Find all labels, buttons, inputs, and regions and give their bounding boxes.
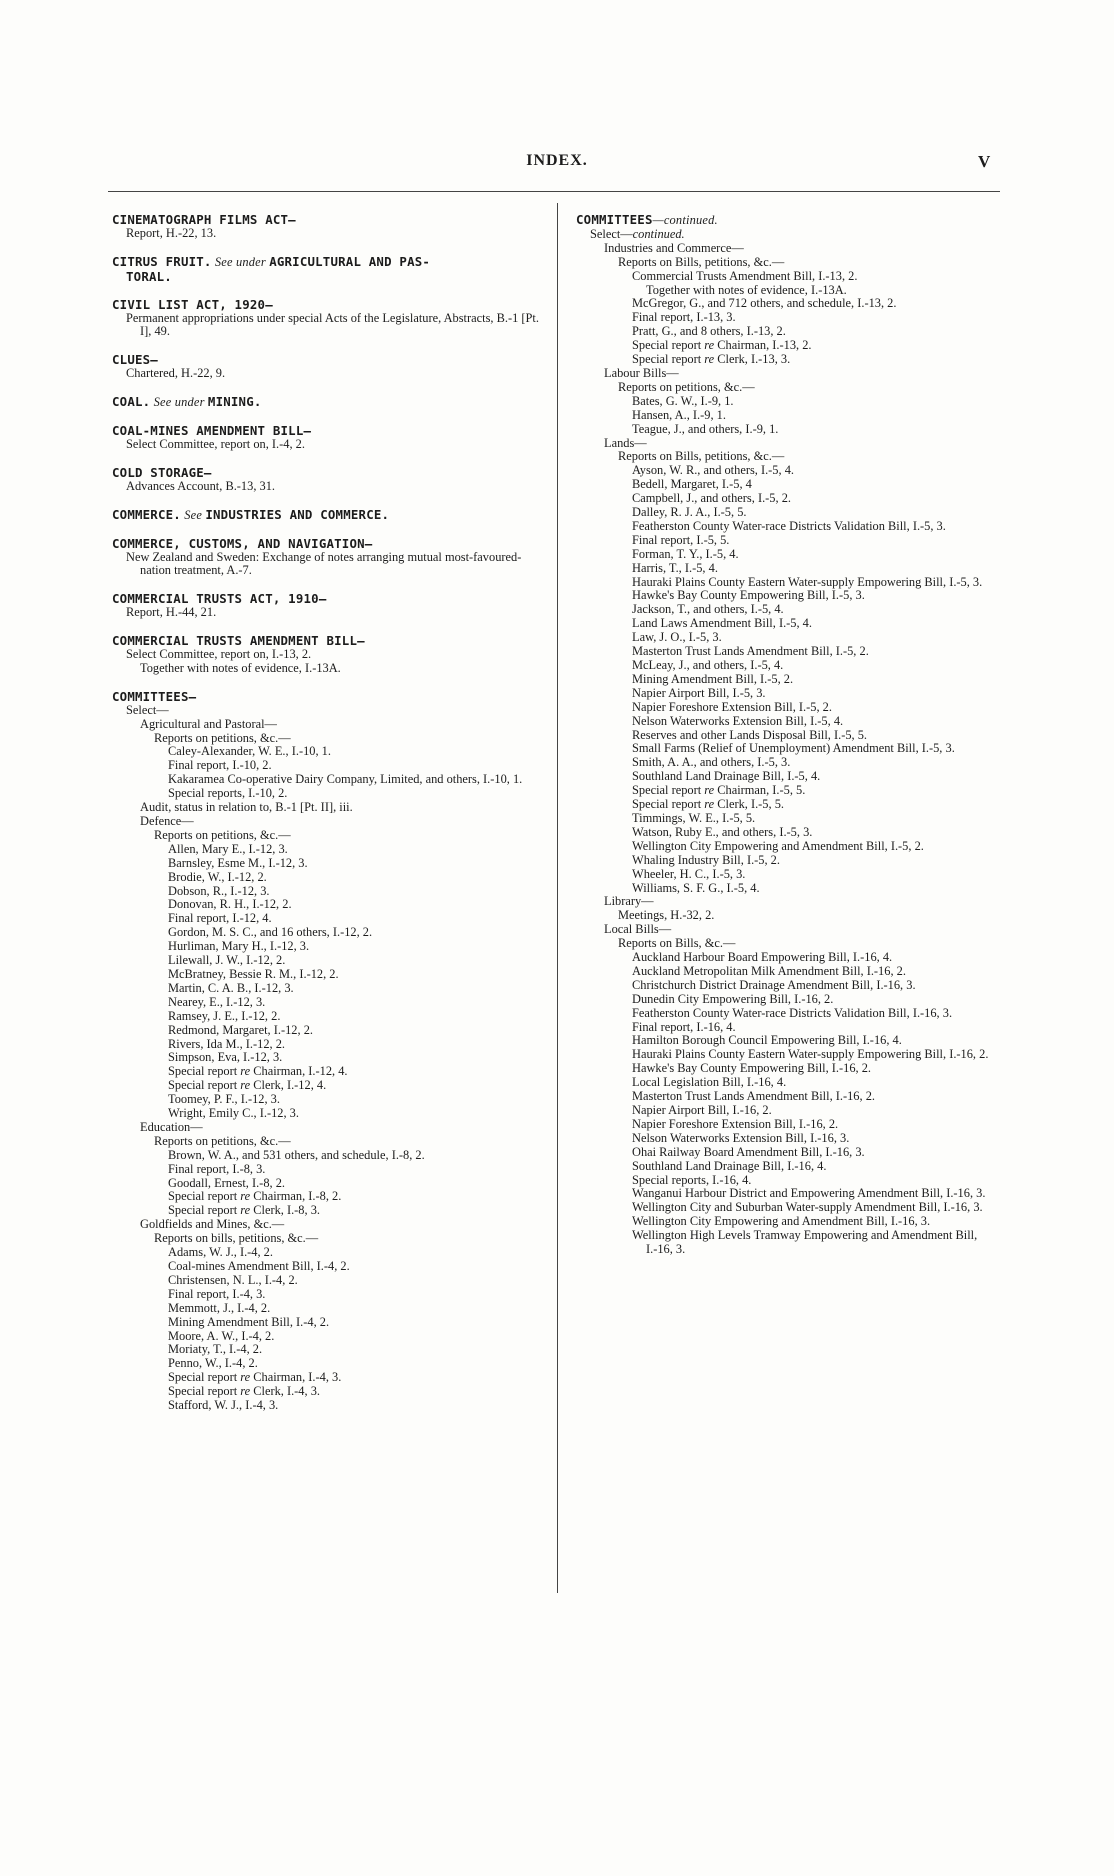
index-subentry: Special report re Chairman, I.-8, 2. — [168, 1189, 342, 1204]
index-subentry: Reports on petitions, &c.— — [154, 1133, 291, 1148]
index-heading: COMMITTEES—continued. — [576, 212, 718, 227]
index-entry — [112, 298, 544, 340]
index-subentry: Teague, J., and others, I.-9, 1. — [632, 421, 779, 436]
index-entry — [112, 395, 544, 410]
index-subentry: Advances Account, B.-13, 31. — [126, 478, 276, 493]
index-entry — [112, 508, 544, 523]
index-subentry: Together with notes of evidence, I.-13A. — [140, 660, 341, 675]
index-entry — [112, 690, 544, 1413]
index-subentry: Bates, G. W., I.-9, 1. — [632, 393, 734, 408]
right-column — [576, 213, 994, 1271]
index-entry — [112, 213, 544, 241]
index-subentry: Wellington City and Suburban Water-supply Amendment Bill, I.-16, 3. — [632, 1200, 983, 1215]
index-subentry: Reports on petitions, &c.— — [154, 730, 291, 745]
index-subentry: Wellington City Empowering and Amendment Bill, I.-5, 2. — [632, 838, 924, 853]
index-subentry: Reports on Bills, &c.— — [618, 936, 736, 951]
index-subentry: Reports on Bills, petitions, &c.— — [618, 449, 785, 464]
index-subentry: Education— — [140, 1119, 203, 1134]
index-subentry: Hauraki Plains County Eastern Water-supply Empowering Bill, I.-16, 2. — [632, 1047, 989, 1062]
index-subentry: McLeay, J., and others, I.-5, 4. — [632, 658, 784, 672]
index-subentry: Small Farms (Relief of Unemployment) Amendment Bill, I.-5, 3. — [632, 741, 955, 756]
index-subentry: Williams, S. F. G., I.-5, 4. — [632, 880, 760, 895]
index-subentry: Report, H.-44, 21. — [126, 605, 217, 620]
index-subentry: New Zealand and Sweden: Exchange of notes arranging mutual most-favoured-nation treatment, A.-7. — [126, 549, 522, 578]
index-subentry: Martin, C. A. B., I.-12, 3. — [168, 980, 294, 995]
index-subentry: Together with notes of evidence, I.-13A. — [646, 282, 847, 297]
index-subentry: Moriaty, T., I.-4, 2. — [168, 1342, 263, 1357]
index-subentry: Lilewall, J. W., I.-12, 2. — [168, 953, 286, 968]
index-subentry: Adams, W. J., I.-4, 2. — [168, 1245, 273, 1260]
index-subentry: Napier Airport Bill, I.-5, 3. — [632, 685, 766, 700]
index-subentry: Napier Foreshore Extension Bill, I.-16, 2. — [632, 1116, 839, 1131]
index-subentry: Masterton Trust Lands Amendment Bill, I.-16, 2. — [632, 1089, 875, 1104]
index-entry — [112, 424, 544, 452]
index-subentry: Harris, T., I.-5, 4. — [632, 560, 718, 575]
index-subentry: Final report, I.-10, 2. — [168, 758, 272, 773]
left-column — [112, 213, 544, 1427]
index-subentry: Wellington High Levels Tramway Empowering and Amendment Bill, I.-16, 3. — [632, 1228, 978, 1257]
index-subentry: Nearey, E., I.-12, 3. — [168, 994, 266, 1009]
index-subentry: Brodie, W., I.-12, 2. — [168, 869, 267, 884]
index-subentry: Smith, A. A., and others, I.-5, 3. — [632, 755, 791, 770]
index-heading: COMMITTEES— — [112, 688, 197, 704]
index-subentry: Watson, Ruby E., and others, I.-5, 3. — [632, 824, 813, 839]
index-subentry: Audit, status in relation to, B.-1 [Pt. II], iii. — [140, 800, 353, 815]
index-subentry: Local Bills— — [604, 922, 672, 937]
index-subentry: Goldfields and Mines, &c.— — [140, 1217, 285, 1232]
index-subentry: Southland Land Drainage Bill, I.-16, 4. — [632, 1158, 827, 1173]
index-subentry: Hawke's Bay County Empowering Bill, I.-16, 2. — [632, 1061, 872, 1076]
index-subentry: Hawke's Bay County Empowering Bill, I.-5, 3. — [632, 588, 865, 603]
index-subentry: Defence— — [140, 814, 194, 828]
index-subentry: Wright, Emily C., I.-12, 3. — [168, 1106, 299, 1121]
index-subentry: Memmott, J., I.-4, 2. — [168, 1300, 271, 1315]
index-subentry: Hurliman, Mary H., I.-12, 3. — [168, 939, 310, 954]
index-subentry: Final report, I.-8, 3. — [168, 1161, 266, 1176]
index-subentry: Reserves and other Lands Disposal Bill, I.-5, 5. — [632, 727, 868, 742]
index-subentry: Library— — [604, 894, 654, 909]
index-entry — [112, 255, 544, 284]
index-subentry: Timmings, W. E., I.-5, 5. — [632, 810, 756, 825]
index-subentry: Pratt, G., and 8 others, I.-13, 2. — [632, 324, 786, 339]
index-subentry: Mining Amendment Bill, I.-4, 2. — [168, 1314, 330, 1329]
index-subentry: Land Laws Amendment Bill, I.-5, 4. — [632, 616, 812, 631]
index-entry — [112, 634, 544, 676]
index-subentry: Penno, W., I.-4, 2. — [168, 1356, 258, 1371]
index-subentry: McBratney, Bessie R. M., I.-12, 2. — [168, 966, 339, 981]
index-subentry: Permanent appropriations under special Acts of the Legislature, Abstracts, B.-1 [Pt. I], 49. — [126, 310, 539, 339]
index-subentry: Ohai Railway Board Amendment Bill, I.-16, 3. — [632, 1144, 865, 1159]
index-subentry: Featherston County Water-race Districts Validation Bill, I.-5, 3. — [632, 518, 946, 533]
index-subentry: Hamilton Borough Council Empowering Bill, I.-16, 4. — [632, 1033, 902, 1048]
index-subentry: Ayson, W. R., and others, I.-5, 4. — [632, 463, 794, 478]
index-subentry: Stafford, W. J., I.-4, 3. — [168, 1398, 279, 1413]
index-subentry: Forman, T. Y., I.-5, 4. — [632, 546, 739, 561]
index-subentry: Brown, W. A., and 531 others, and schedule, I.-8, 2. — [168, 1147, 425, 1162]
index-subentry: Nelson Waterworks Extension Bill, I.-16, 3. — [632, 1130, 850, 1145]
index-subentry: Commercial Trusts Amendment Bill, I.-13, 2. — [632, 268, 858, 283]
index-subentry: Wellington City Empowering and Amendment Bill, I.-16, 3. — [632, 1214, 931, 1229]
index-subentry: Wanganui Harbour District and Empowering Amendment Bill, I.-16, 3. — [632, 1186, 986, 1201]
index-subentry: Chartered, H.-22, 9. — [126, 366, 226, 381]
index-subentry: Final report, I.-5, 5. — [632, 532, 730, 547]
index-subentry: Special report re Clerk, I.-12, 4. — [168, 1078, 327, 1093]
index-subentry: Special report re Clerk, I.-5, 5. — [632, 797, 784, 812]
index-subentry: Whaling Industry Bill, I.-5, 2. — [632, 852, 780, 867]
index-entry — [112, 466, 544, 494]
index-subentry: Nelson Waterworks Extension Bill, I.-5, 4. — [632, 713, 844, 728]
index-heading: COAL. See under MINING. — [112, 394, 262, 410]
index-subentry: Special report re Chairman, I.-12, 4. — [168, 1064, 348, 1079]
index-subentry: Final report, I.-13, 3. — [632, 310, 736, 325]
index-subentry: Special reports, I.-16, 4. — [632, 1172, 752, 1187]
index-subentry: Napier Airport Bill, I.-16, 2. — [632, 1103, 772, 1117]
index-subentry: Select—continued. — [590, 226, 685, 241]
index-entry — [112, 592, 544, 620]
index-subentry: Wheeler, H. C., I.-5, 3. — [632, 866, 746, 881]
index-subentry: Featherston County Water-race Districts Validation Bill, I.-16, 3. — [632, 1005, 953, 1020]
index-subentry: Meetings, H.-32, 2. — [618, 908, 715, 923]
index-subentry: Campbell, J., and others, I.-5, 2. — [632, 491, 791, 506]
index-subentry: Agricultural and Pastoral— — [140, 716, 277, 731]
index-subentry: Ramsey, J. E., I.-12, 2. — [168, 1008, 281, 1023]
index-subentry: Masterton Trust Lands Amendment Bill, I.-5, 2. — [632, 644, 869, 659]
index-subentry: Moore, A. W., I.-4, 2. — [168, 1328, 275, 1343]
index-subentry: Caley-Alexander, W. E., I.-10, 1. — [168, 744, 331, 759]
index-subentry: Special report re Chairman, I.-5, 5. — [632, 783, 806, 798]
index-subentry: Reports on petitions, &c.— — [618, 379, 755, 394]
column-divider — [557, 203, 558, 1593]
index-subentry: Kakaramea Co-operative Dairy Company, Limited, and others, I.-10, 1. — [168, 772, 523, 787]
index-heading: COMMERCIAL TRUSTS ACT, 1910— — [112, 591, 327, 607]
index-subentry: Allen, Mary E., I.-12, 3. — [168, 841, 288, 856]
index-subentry: Christchurch District Drainage Amendment Bill, I.-16, 3. — [632, 977, 916, 992]
index-subentry: Reports on petitions, &c.— — [154, 827, 291, 842]
index-subentry: Simpson, Eva, I.-12, 3. — [168, 1050, 283, 1065]
index-subentry: Special report re Clerk, I.-4, 3. — [168, 1384, 320, 1399]
index-subentry: Select Committee, report on, I.-13, 2. — [126, 647, 312, 662]
index-subentry: Southland Land Drainage Bill, I.-5, 4. — [632, 769, 821, 784]
index-subentry: Mining Amendment Bill, I.-5, 2. — [632, 671, 794, 686]
index-entry — [576, 213, 994, 1257]
index-subentry: Coal-mines Amendment Bill, I.-4, 2. — [168, 1259, 350, 1273]
index-heading: CIVIL LIST ACT, 1920— — [112, 296, 273, 312]
index-subentry: Special report re Clerk, I.-13, 3. — [632, 352, 791, 367]
index-heading: CINEMATOGRAPH FILMS ACT— — [112, 212, 296, 227]
index-heading: COMMERCE. See INDUSTRIES AND COMMERCE. — [112, 506, 390, 522]
index-heading: COLD STORAGE— — [112, 464, 212, 480]
index-subentry: Final report, I.-16, 4. — [632, 1019, 736, 1034]
index-subentry: Special reports, I.-10, 2. — [168, 786, 288, 801]
index-subentry: Reports on bills, petitions, &c.— — [154, 1231, 319, 1246]
index-subentry: Goodall, Ernest, I.-8, 2. — [168, 1175, 285, 1190]
index-subentry: Redmond, Margaret, I.-12, 2. — [168, 1022, 313, 1037]
index-subentry: Reports on Bills, petitions, &c.— — [618, 254, 785, 269]
index-subentry: Lands— — [604, 435, 647, 450]
index-subentry: Local Legislation Bill, I.-16, 4. — [632, 1075, 787, 1090]
index-subentry: Special report re Chairman, I.-4, 3. — [168, 1370, 342, 1385]
index-subentry: McGregor, G., and 712 others, and schedule, I.-13, 2. — [632, 296, 897, 311]
index-entry — [112, 537, 544, 579]
index-subentry: Labour Bills— — [604, 365, 679, 380]
index-subentry: Gordon, M. S. C., and 16 others, I.-12, 2. — [168, 925, 373, 940]
index-subentry: Rivers, Ida M., I.-12, 2. — [168, 1036, 286, 1051]
index-heading: COAL-MINES AMENDMENT BILL— — [112, 423, 312, 439]
index-subentry: Industries and Commerce— — [604, 240, 744, 255]
index-subentry: Dunedin City Empowering Bill, I.-16, 2. — [632, 991, 834, 1006]
index-subentry: Napier Foreshore Extension Bill, I.-5, 2. — [632, 699, 832, 714]
index-subentry: Hansen, A., I.-9, 1. — [632, 407, 726, 422]
index-heading: COMMERCIAL TRUSTS AMENDMENT BILL— — [112, 633, 365, 649]
index-subentry: Bedell, Margaret, I.-5, 4 — [632, 477, 752, 492]
index-subentry: Special report re Chairman, I.-13, 2. — [632, 338, 812, 353]
index-entry — [112, 353, 544, 381]
index-subentry: Toomey, P. F., I.-12, 3. — [168, 1092, 280, 1107]
index-subentry: Dobson, R., I.-12, 3. — [168, 883, 270, 898]
index-subentry: Special report re Clerk, I.-8, 3. — [168, 1203, 320, 1218]
index-heading: COMMERCE, CUSTOMS, AND NAVIGATION— — [112, 535, 373, 551]
index-subentry: Select— — [126, 702, 169, 717]
index-heading: CITRUS FRUIT. See under AGRICULTURAL AND PAS- — [112, 253, 431, 269]
index-subentry: Law, J. O., I.-5, 3. — [632, 630, 722, 645]
index-subentry: Christensen, N. L., I.-4, 2. — [168, 1272, 298, 1287]
page-header-title: INDEX. — [526, 152, 588, 169]
index-subentry: Final report, I.-4, 3. — [168, 1286, 266, 1301]
index-subentry: Auckland Metropolitan Milk Amendment Bill, I.-16, 2. — [632, 963, 906, 978]
index-heading: CLUES— — [112, 352, 158, 368]
index-subentry: Barnsley, Esme M., I.-12, 3. — [168, 855, 308, 870]
index-subentry: Final report, I.-12, 4. — [168, 911, 272, 926]
index-subentry: Jackson, T., and others, I.-5, 4. — [632, 602, 784, 617]
header-rule — [108, 191, 1000, 192]
page-number: V — [978, 152, 991, 171]
index-subentry: Report, H.-22, 13. — [126, 225, 217, 240]
index-subentry: Dalley, R. J. A., I.-5, 5. — [632, 505, 747, 520]
index-subentry: Auckland Harbour Board Empowering Bill, I.-16, 4. — [632, 950, 893, 965]
index-subentry: TORAL. — [126, 268, 172, 284]
index-subentry: Select Committee, report on, I.-4, 2. — [126, 436, 305, 451]
index-subentry: Hauraki Plains County Eastern Water-supply Empowering Bill, I.-5, 3. — [632, 574, 983, 589]
index-subentry: Donovan, R. H., I.-12, 2. — [168, 897, 292, 912]
